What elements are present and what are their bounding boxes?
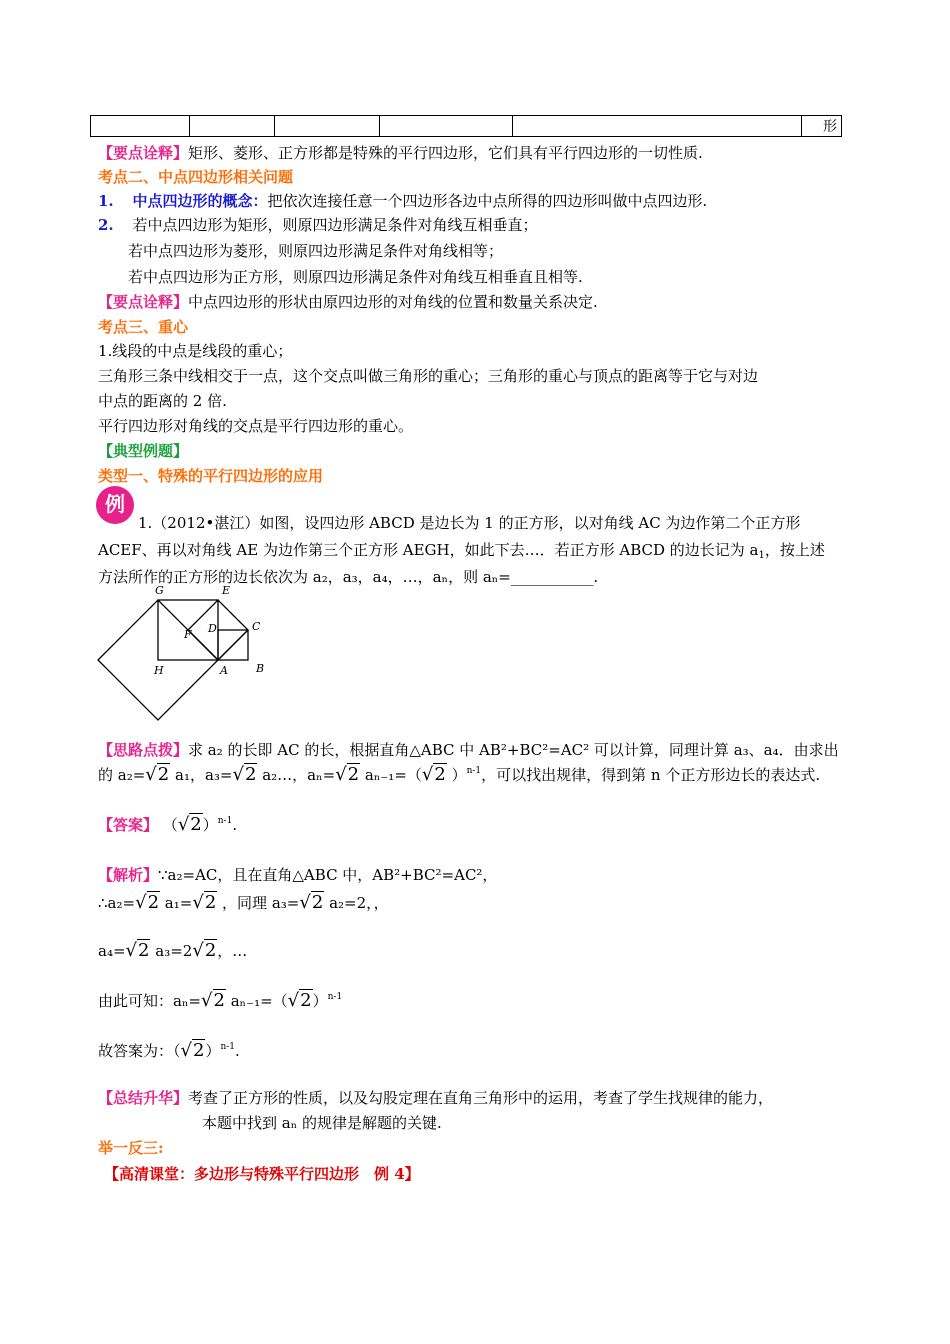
analysis-text: ） <box>205 1042 221 1060</box>
property-table-fragment <box>90 115 842 137</box>
analysis-text: ，同理 a₃= <box>222 894 300 912</box>
subscript: 1 <box>758 550 765 561</box>
answer-text: ） <box>202 816 218 834</box>
centroid-line-4: 平行四边形对角线的交点是平行四边形的重心。 <box>98 417 414 435</box>
analysis-text: 由此可知：aₙ= <box>98 992 202 1010</box>
note-text: 中点四边形的形状由原四边形的对角线的位置和数量关系决定. <box>188 293 598 311</box>
label-d: D <box>208 622 217 635</box>
section-heading-3: 考点三、重心 <box>98 318 189 336</box>
analysis-text: ∴a₂= <box>98 894 136 912</box>
analysis-text: ，… <box>217 942 248 960</box>
note-2 <box>98 291 598 312</box>
sqrt-symbol: √2 <box>287 990 312 1011</box>
analysis-text: a₄= <box>98 942 126 960</box>
analysis-text: . <box>235 1042 240 1060</box>
table-row <box>91 116 842 137</box>
section-heading-2: 考点二、中点四边形相关问题 <box>98 168 294 186</box>
type-1-heading: 类型一、特殊的平行四边形的应用 <box>98 467 324 485</box>
label-b: B <box>256 662 265 675</box>
label-f: F <box>184 628 192 641</box>
analysis-text: aₙ₋₁=（ <box>230 992 288 1010</box>
square-construction-figure <box>92 580 292 730</box>
centroid-line-2: 三角形三条中线相交于一点，这个交点叫做三角形的重心；三角形的重心与顶点的距离等于它与对边 <box>98 367 759 385</box>
analysis-text: 故答案为：（ <box>98 1042 181 1060</box>
sqrt-symbol: √2 <box>125 940 150 961</box>
problem-line-1: 1.（2012•湛江）如图，设四边形 ABCD 是边长为 1 的正方形，以对角线 AC 为边作第二个正方形 <box>138 514 801 532</box>
problem-line-2 <box>98 539 825 561</box>
item-2-line-3: 若中点四边形为正方形，则原四边形满足条件对角线互相垂直且相等. <box>128 268 583 286</box>
summary-tag: 【总结升华】 <box>98 1089 189 1107</box>
hint-tag: 【思路点拨】 <box>98 741 189 759</box>
problem-text: ACEF、再以对角线 AE 为边作第三个正方形 AEGH，如此下去…．若正方形 ABCD 的边长记为 a <box>98 541 759 559</box>
item-1 <box>98 190 707 211</box>
summary-text: 考查了正方形的性质，以及勾股定理在直角三角形中的运用，考查了学生找规律的能力， <box>188 1089 774 1107</box>
sqrt-symbol: √2 <box>192 892 217 913</box>
analysis-line-5 <box>98 1040 240 1061</box>
note-1 <box>98 142 703 163</box>
item-term: 中点四边形的概念： <box>132 192 268 210</box>
label-e: E <box>222 584 231 597</box>
item-2-line-2: 若中点四边形为菱形，则原四边形满足条件对角线相等； <box>128 242 504 260</box>
diagonal-ac <box>218 630 248 660</box>
analysis-line-1 <box>98 864 497 885</box>
summary-line-1 <box>98 1087 773 1108</box>
analysis-text: ∵a₂=AC，且在直角△ABC 中，AB²+BC²=AC²， <box>158 866 498 884</box>
analysis-line-4 <box>98 990 342 1011</box>
item-number: 2. <box>98 216 114 234</box>
sqrt-symbol: √2 <box>335 764 360 785</box>
item-text: 把依次连接任意一个四边形各边中点所得的四边形叫做中点四边形. <box>267 192 708 210</box>
sqrt-symbol: √2 <box>192 940 217 961</box>
practice-heading: 举一反三: <box>98 1139 164 1157</box>
note-tag: 【要点诠释】 <box>98 144 189 162</box>
table-cell <box>190 116 275 137</box>
superscript: n-1 <box>466 766 482 776</box>
analysis-line-3 <box>98 940 247 961</box>
sqrt-symbol: √2 <box>145 764 170 785</box>
sqrt-symbol: √2 <box>421 764 446 785</box>
sqrt-symbol: √2 <box>135 892 160 913</box>
label-g: G <box>155 584 164 597</box>
answer-line <box>98 814 237 835</box>
item-2 <box>98 214 537 235</box>
problem-line-3: 方法所作的正方形的边长依次为 a₂，a₃，a₄，…，aₙ，则 aₙ=___________. <box>98 568 599 586</box>
note-text: 矩形、菱形、正方形都是特殊的平行四边形，它们具有平行四边形的一切性质. <box>188 144 703 162</box>
centroid-line-3: 中点的距离的 2 倍. <box>98 392 227 410</box>
analysis-line-2 <box>98 892 389 913</box>
analysis-text: a₃=2 <box>155 942 193 960</box>
table-cell <box>380 116 513 137</box>
label-c: C <box>252 620 261 633</box>
table-cell <box>513 116 802 137</box>
centroid-line-1: 1.线段的中点是线段的重心； <box>98 342 293 360</box>
sqrt-symbol: √2 <box>299 892 324 913</box>
sqrt-symbol: √2 <box>177 814 202 835</box>
hint-text: aₙ₋₁=（ <box>364 766 422 784</box>
hint-text: a₁，a₃= <box>175 766 233 784</box>
problem-text: ，按上述 <box>764 541 825 559</box>
hint-text: a₂…，aₙ= <box>262 766 336 784</box>
hint-text: 求 a₂ 的长即 AC 的长，根据直角△ABC 中 AB²+BC²=AC² 可以计算，同理计算 a₃、a₄．由求出 <box>188 741 839 759</box>
hint-line-1 <box>98 739 839 760</box>
video-lesson-link[interactable]: 【高清课堂：多边形与特殊平行四边形 例 4】 <box>104 1165 420 1183</box>
superscript: n-1 <box>217 816 233 826</box>
table-cell-last: 形 <box>802 116 842 137</box>
table-cell <box>275 116 380 137</box>
note-tag: 【要点诠释】 <box>98 293 189 311</box>
sqrt-symbol: √2 <box>201 990 225 1011</box>
label-a: A <box>220 664 228 677</box>
label-h: H <box>154 664 164 677</box>
analysis-text: a₂=2，， <box>329 894 389 912</box>
superscript: n-1 <box>327 992 343 1002</box>
table-cell <box>91 116 190 137</box>
item-line: 若中点四边形为矩形，则原四边形满足条件对角线互相垂直； <box>132 216 538 234</box>
sqrt-symbol: √2 <box>180 1040 205 1061</box>
superscript: n-1 <box>220 1042 236 1052</box>
analysis-text: a₁= <box>164 894 193 912</box>
sqrt-symbol: √2 <box>232 764 257 785</box>
item-number: 1. <box>98 192 114 210</box>
hint-text: ，可以找出规律，得到第 n 个正方形边长的表达式. <box>481 766 821 784</box>
hint-text: ） <box>451 766 467 784</box>
answer-text: . <box>232 816 238 834</box>
examples-heading: 【典型例题】 <box>98 442 189 460</box>
answer-tag: 【答案】 <box>98 816 159 834</box>
analysis-tag: 【解析】 <box>98 866 159 884</box>
summary-line-2: 本题中找到 aₙ 的规律是解题的关键. <box>202 1114 442 1132</box>
answer-text: （ <box>162 816 178 834</box>
hint-text: 的 a₂= <box>98 766 146 784</box>
analysis-text: ） <box>312 992 328 1010</box>
hint-line-2 <box>98 764 820 785</box>
example-badge: 例 <box>96 486 134 524</box>
